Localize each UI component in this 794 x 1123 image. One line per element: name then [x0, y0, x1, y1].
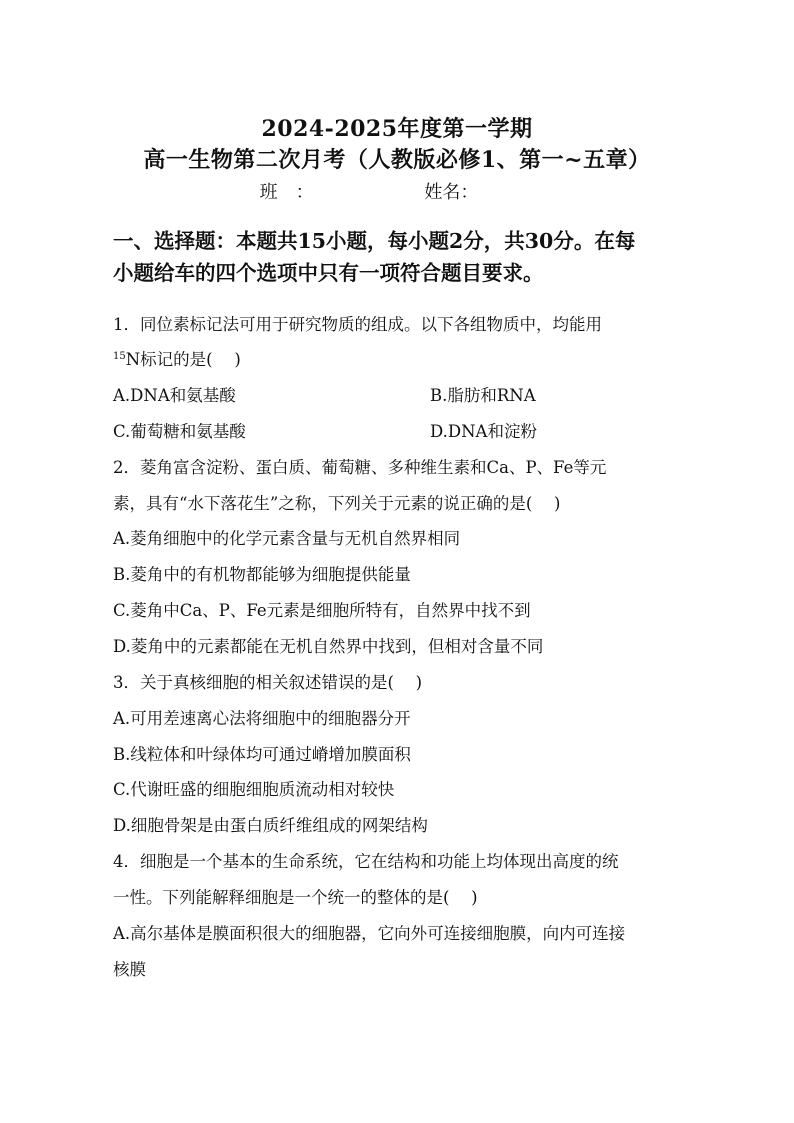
question-1-stem-line2 — [113, 346, 241, 370]
name-label: 姓名： — [424, 182, 479, 203]
question-3-option-c: C.代谢旺盛的细胞细胞质流动相对较快 — [113, 780, 395, 799]
question-4-option-a-line1: A.高尔基体是膜面积很大的细胞器，它向外可连接细胞膜，向内可连接 — [113, 924, 626, 943]
question-4-stem-line1: 4．细胞是一个基本的生命系统，它在结构和功能上均体现出高度的统 — [113, 852, 619, 871]
section-heading-line2: 小题给车的四个选项中只有一项符合题目要求。 — [113, 261, 544, 285]
student-info-row — [0, 178, 794, 204]
question-2-stem-line1: 2．菱角富含淀粉、蛋白质、葡萄糖、多种维生素和Ca、P、Fe等元 — [113, 458, 607, 477]
question-2-option-c: C.菱角中Ca、P、Fe元素是细胞所特有，自然界中找不到 — [113, 601, 531, 620]
exam-title-line2: 高一生物第二次月考（人教版必修1、第一~五章） — [143, 147, 651, 173]
question-3-option-a: A.可用差速离心法将细胞中的细胞器分开 — [113, 709, 411, 728]
question-3-stem-line1: 3．关于真核细胞的相关叙述错误的是( ) — [113, 673, 423, 692]
question-3-option-b: B.线粒体和叶绿体均可通过嵴增加膜面积 — [113, 745, 411, 764]
question-2-option-b: B.菱角中的有机物都能够为细胞提供能量 — [113, 565, 411, 584]
class-label: 班 ： — [259, 182, 314, 203]
question-1-option-a: A.DNA和氨基酸 — [113, 386, 236, 405]
question-1-option-d: D.DNA和淀粉 — [430, 422, 537, 441]
question-2-option-d: D.菱角中的元素都能在无机自然界中找到，但相对含量不同 — [113, 637, 544, 656]
question-1-stem-line1: 1．同位素标记法可用于研究物质的组成。以下各组物质中，均能用 — [113, 315, 602, 334]
section-heading-line1: 一、选择题：本题共15小题，每小题2分，共30分。在每 — [113, 229, 636, 253]
question-1-stem-text: N标记的是( ) — [125, 350, 241, 369]
question-1-option-b: B.脂肪和RNA — [430, 386, 536, 405]
question-2-stem-line2: 素，具有“水下落花生”之称，下列关于元素的说正确的是( ) — [113, 494, 561, 513]
isotope-mass-number: 15 — [113, 351, 126, 362]
question-3-option-d: D.细胞骨架是由蛋白质纤维组成的网架结构 — [113, 816, 428, 835]
question-4-stem-line2: 一性。下列能解释细胞是一个统一的整体的是( ) — [113, 888, 478, 907]
question-1-option-c: C.葡萄糖和氨基酸 — [113, 422, 246, 441]
question-4-option-a-line2: 核膜 — [113, 960, 146, 979]
exam-title-line1: 2024-2025年度第一学期 — [261, 116, 533, 142]
question-2-option-a: A.菱角细胞中的化学元素含量与无机自然界相同 — [113, 529, 461, 548]
